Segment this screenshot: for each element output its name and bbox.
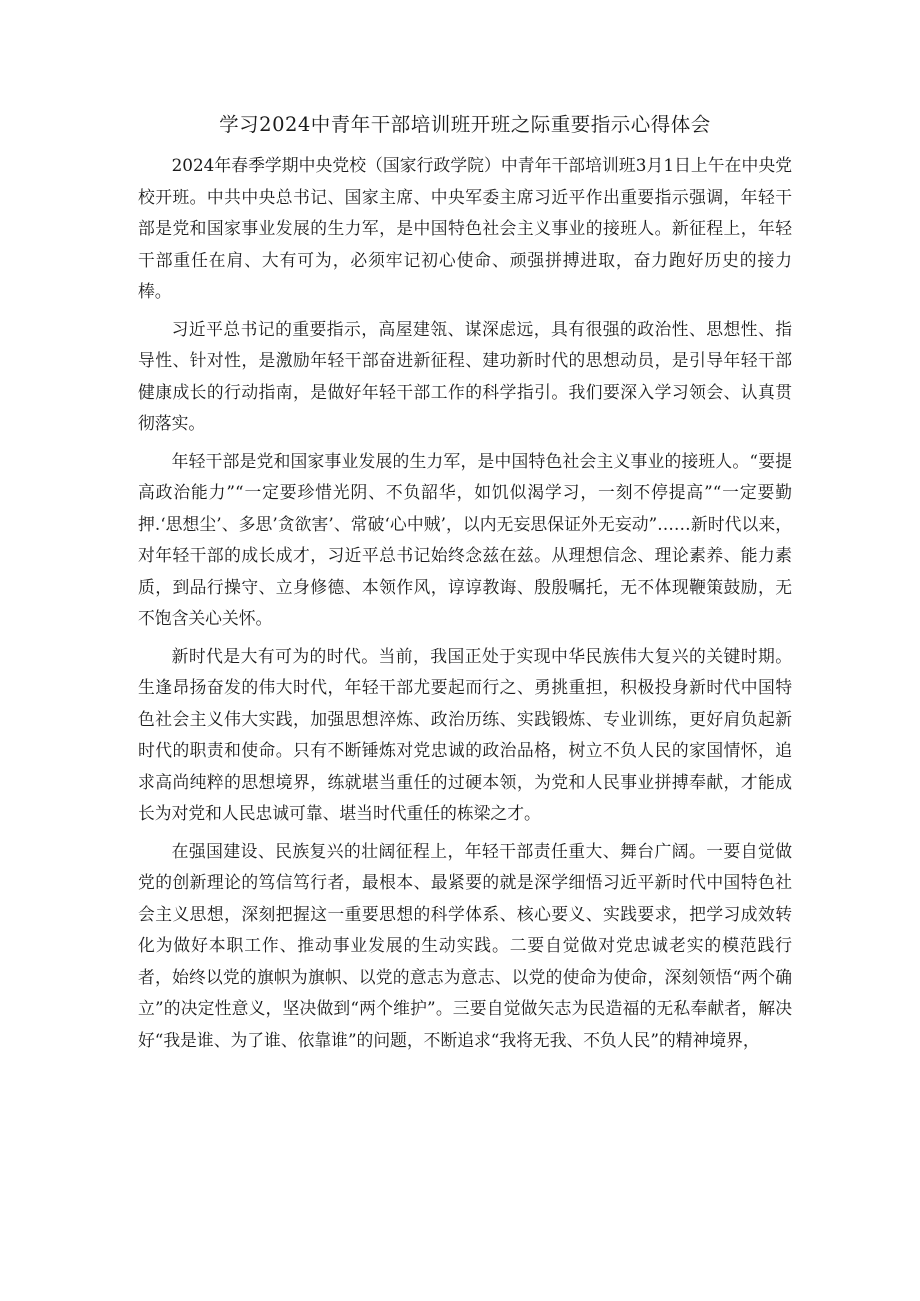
- paragraph-1: 2024年春季学期中央党校（国家行政学院）中青年干部培训班3月1日上午在中央党校开班。中共中央总书记、国家主席、中央军委主席习近平作出重要指示强调，年轻干部是党和国家事业发展的生力军，是中国特色社会主义事业的接班人。新征程上，年轻干部重任在肩、大有可为，必须牢记初心使命、顽强拼搏进取，奋力跑好历史的接力棒。: [138, 155, 792, 301]
- paragraph-4: 新时代是大有可为的时代。当前，我国正处于实现中华民族伟大复兴的关键时期。生逢昂扬奋发的伟大时代，年轻干部尤要起而行之、勇挑重担，积极投身新时代中国特色社会主义伟大实践，加强思想淬炼、政治历练、实践锻炼、专业训练，更好肩负起新时代的职责和使命。只有不断锤炼对党忠诚的政治品格，树立不负人民的家国情怀，追求高尚纯粹的思想境界，练就堪当重任的过硬本领，为党和人民事业拼搏奉献，才能成长为对党和人民忠诚可靠、堪当时代重任的栋梁之才。: [138, 645, 792, 823]
- paragraph-5: 在强国建设、民族复兴的壮阔征程上，年轻干部责任重大、舞台广阔。一要自觉做党的创新理论的笃信笃行者，最根本、最紧要的就是深学细悟习近平新时代中国特色社会主义思想，深刻把握这一重要思想的科学体系、核心要义、实践要求，把学习成效转化为做好本职工作、推动事业发展的生动实践。二要自觉做对党忠诚老实的模范践行者，始终以党的旗帜为旗帜、以党的意志为意志、以党的使命为使命，深刻领悟“两个确立”的决定性意义，坚决做到“两个维护”。三要自觉做矢志为民造福的无私奉献者，解决好“我是谁、为了谁、依靠谁”的问题，不断追求“我将无我、不负人民”的精神境界，: [138, 840, 792, 1050]
- paragraph-2: 习近平总书记的重要指示，高屋建瓴、谋深虑远，具有很强的政治性、思想性、指导性、针对性，是激励年轻干部奋进新征程、建功新时代的思想动员，是引导年轻干部健康成长的行动指南，是做好年轻干部工作的科学指引。我们要深入学习领会、认真贯彻落实。: [138, 318, 792, 433]
- document-title: 学习2024中青年干部培训班开班之际重要指示心得体会: [219, 113, 711, 136]
- paragraph-3: 年轻干部是党和国家事业发展的生力军，是中国特色社会主义事业的接班人。“要提高政治能力”“一定要珍惜光阴、不负韶华，如饥似渴学习，一刻不停提高”“一定要勤押.‘思想尘’、多思’贪欲害’、常破‘心中贼’，以内无妄思保证外无妄动”……新时代以来，对年轻干部的成长成才，习近平总书记始终念兹在兹。从理想信念、理论素养、能力素质，到品行操守、立身修德、本领作风，谆谆教诲、殷殷嘱托，无不体现鞭策鼓励，无不饱含关心关怀。: [138, 450, 792, 628]
- document-body: [138, 108, 792, 1056]
